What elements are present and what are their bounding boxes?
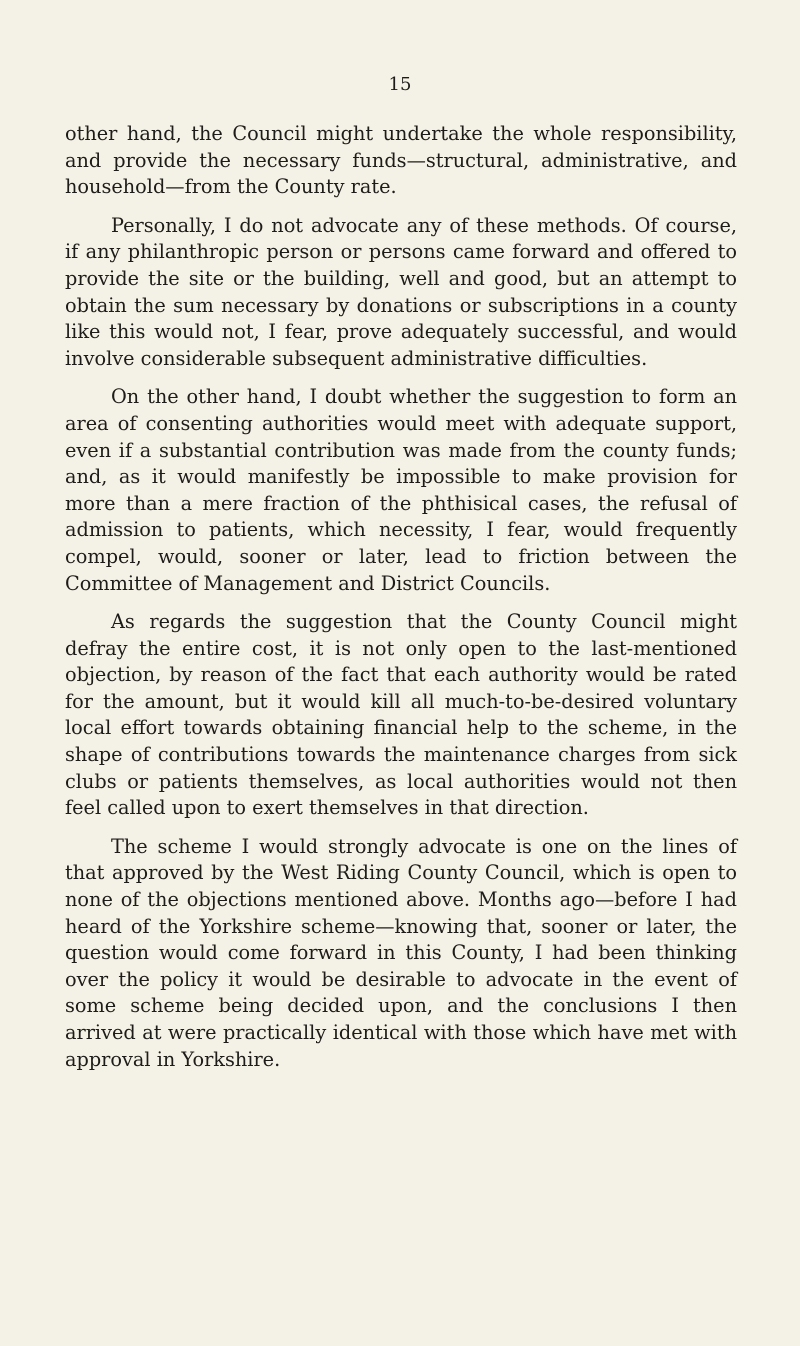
body-text	[65, 121, 737, 1085]
paragraph-methods: Personally, I do not advocate any of these methods. Of course, if any philanthropic person or persons came forward and offered to provide the site or the building, well and good, but an attempt to obtain the sum necessary by donations or subscriptions in a county like this would not, I fear, prove adequately successful, and would involve considerable subsequent administrative difficulties.	[65, 213, 737, 370]
paragraph-county-council-cost: As regards the suggestion that the County Council might defray the entire cost, it is not only open to the last-mentioned objection, by reason of the fact that each authority would be rated for the amount, but it would kill all much-to-be-desired voluntary local effort towards obtaining financial help to the scheme, in the shape of contributions towards the maintenance charges from sick clubs or patients themselves, as local authorities would not then feel called upon to exert themselves in that direction.	[65, 610, 737, 820]
paragraph-continuation: other hand, the Council might undertake the whole responsibility, and provide the necessary funds—structural, administrative, and household—from the County rate.	[65, 122, 737, 199]
page-number: 15	[388, 74, 412, 95]
paragraph-consenting-authorities: On the other hand, I doubt whether the suggestion to form an area of consenting authorities would meet with adequate support, even if a substantial contribution was made from the county funds; and, as it would manifestly be impossible to make provision for more than a mere fraction of the phthisical cases, the refusal of admission to patients, which necessity, I fear, would frequently compel, would, sooner or later, lead to friction between the Committee of Management and District Councils.	[65, 385, 737, 595]
paragraph-recommended-scheme: The scheme I would strongly advocate is one on the lines of that approved by the West Riding County Council, which is open to none of the objections mentioned above. Months ago—before I had heard of the Yorkshire scheme—knowing that, sooner or later, the question would come forward in this County, I had been thinking over the policy it would be desirable to advocate in the event of some scheme being decided upon, and the conclusions I then arrived at were practically identical with those which have met with approval in Yorkshire.	[65, 834, 737, 1071]
